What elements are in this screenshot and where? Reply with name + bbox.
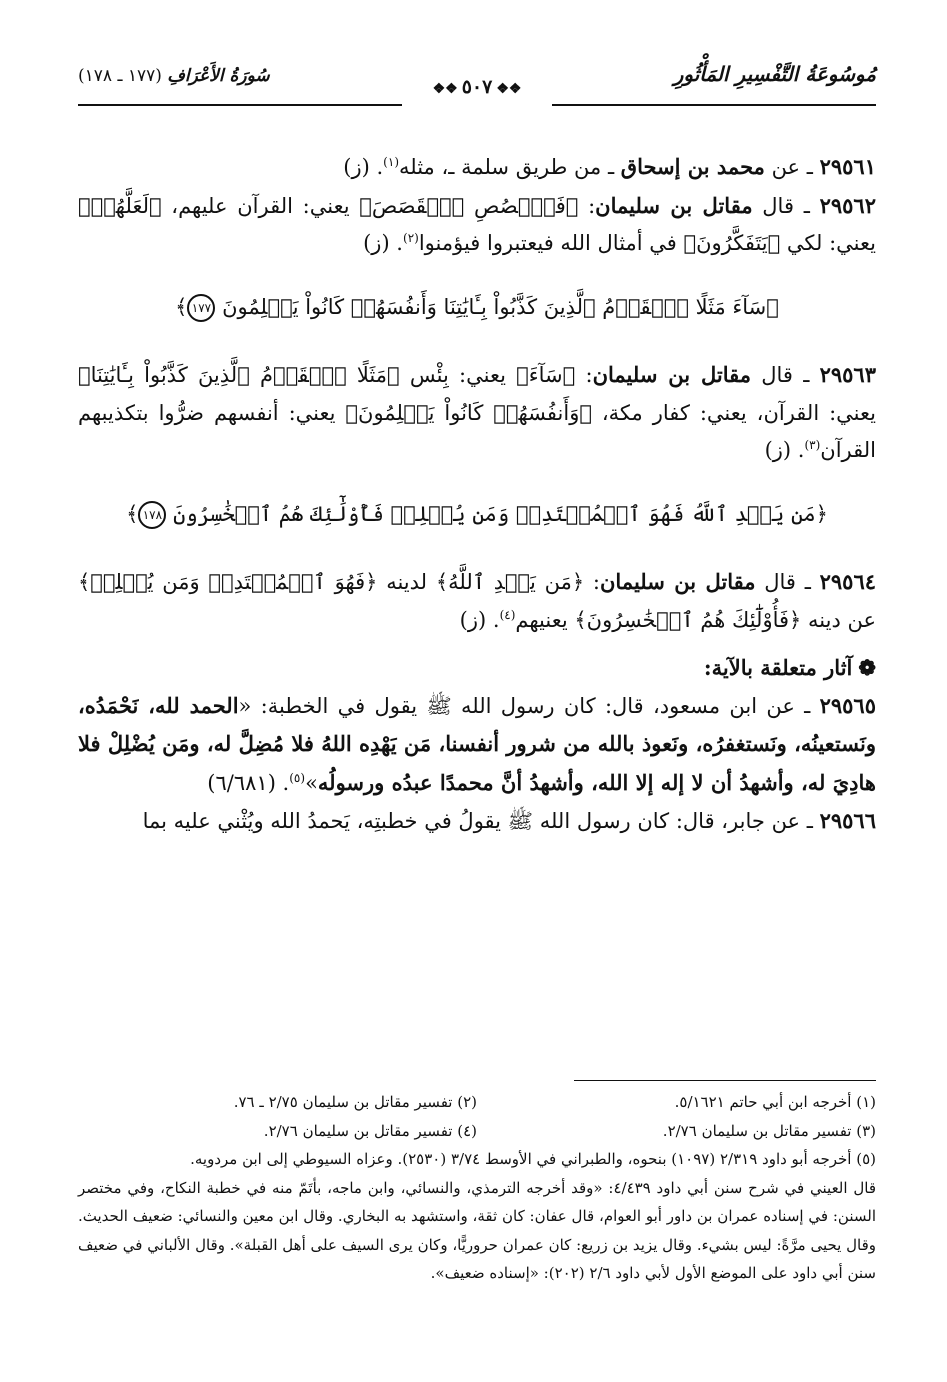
header-rule-gap — [402, 98, 552, 110]
source-code: . (ز) — [459, 607, 500, 632]
footnote-1: (١) أخرجه ابن أبي حاتم ٥/١٦٢١. — [674, 1093, 876, 1111]
athar-number: ٢٩٥٦٦ — [819, 808, 876, 833]
athar-29562 — [78, 187, 876, 263]
athar-29561 — [78, 148, 876, 187]
footnote-row — [78, 1117, 876, 1146]
page-number-box — [429, 76, 526, 98]
athar-29565 — [78, 687, 876, 803]
verse-bracket: ﴾ — [126, 501, 139, 526]
source-code: . (ز) — [343, 155, 384, 179]
ayah-number-icon: ١٧٧ — [187, 294, 215, 322]
narrator-name: مقاتل بن سليمان — [595, 192, 753, 218]
athar-number: ٢٩٥٦١ — [819, 154, 876, 179]
footnote-ref[interactable]: (٣) — [804, 438, 821, 452]
footnote-ref[interactable]: (١) — [383, 155, 399, 169]
athar-text: : ﴿فَٱقۡصُصِ ٱلۡقَصَصَ﴾ يعني: القرآن عليهم، ﴿لَعَلَّهُمۡ﴾ يعني: لكي ﴿يَتَفَكَّرُونَ﴾ في أمثال الله فيعتبروا فيؤمنوا — [78, 193, 876, 255]
athar-number: ٢٩٥٦٥ — [819, 692, 876, 718]
hadith-text: الحمد لله، نَحْمَدُه، ونَستعينُه، ونَستغفرُه، ونَعوذ بالله من شرور أنفسنا، مَن يَهْدِه اللهُ فلا مُضِلَّ له، ومَن يُضْلِلْ فلا هادِيَ له، وأشهدُ أن لا إله إلا الله، وأشهدُ أنَّ محمدًا عبدُه ورسولُه — [78, 692, 876, 795]
athar-text: : ﴿سَآءَ﴾ يعني: بِئْس ﴿مَثَلًا ٱلۡقَوۡمُ ٱلَّذِينَ كَذَّبُواْ بِـَٔايَٰتِنَا﴾ يعني: القرآن، يعني: كفار مكة، ﴿وَأَنفُسَهُمۡ كَانُواْ يَظۡلِمُونَ﴾ يعني: أنفسهم ضرُّوا بتكذيبهم القرآن — [78, 363, 876, 462]
right-ornament-icon: ❖❖ — [432, 81, 458, 97]
source-code: . (٦/٦٨١) — [207, 770, 290, 795]
athar-number: ٢٩٥٦٣ — [819, 362, 876, 387]
verse-text: ﴿مَن يَهۡدِ ٱللَّهُ فَهُوَ ٱلۡمُهۡتَدِيۖ وَمَن يُضۡلِلۡ فَأُوْلَٰٓئِكَ هُمُ ٱلۡخَٰسِرُونَ — [173, 501, 828, 526]
athar-29564 — [78, 563, 876, 639]
footnote-4: (٤) تفسير مقاتل بن سليمان ٢/٧٦. — [263, 1121, 477, 1140]
footnote-5-commentary: قال العيني في شرح سنن أبي داود ٤/٤٣٩: «وقد أخرجه الترمذي، والنسائي، وابن ماجه، بأتَمّ منه في خطبة النكاح، وفي مختصر السنن: في إسناده عمران بن داور أبو العوام، قال عفان: كان ثقة، واستشهد به البخاري. وقال ابن معين والنسائي: ضعيف الحديث. وقال يحيى مرَّةً: ليس بشيء. وقال يزيد بن زريع: كان عمران حروريًّا، وكان يرى السيف على أهل القبلة». وقال الألباني في ضعيف سنن أبي داود على الموضع الأول لأبي داود ٢/٦ (٢٠٢): «إسناده ضعيف». — [78, 1178, 877, 1282]
verse-bracket: ﴾ — [175, 294, 188, 319]
verse-text: ﴿سَآءَ مَثَلًا ٱلۡقَوۡمُ ٱلَّذِينَ كَذَّبُواْ بِـَٔايَٰتِنَا وَأَنفُسَهُمۡ كَانُواْ يَظۡلِمُونَ — [222, 294, 779, 319]
ayah-number-icon: ١٧٨ — [138, 501, 166, 529]
athar-number: ٢٩٥٦٢ — [819, 192, 876, 218]
main-text — [78, 148, 876, 841]
athar-text: ـ عن ابن مسعود، قال: كان رسول الله ﷺ يقول في الخطبة: « — [238, 693, 820, 718]
athar-text: ـ من طريق سلمة ـ، مثله — [399, 155, 621, 179]
athar-text: ـ عن جابر، قال: كان رسول الله ﷺ يقولُ في خطبتِه، يَحمدُ الله ويُثْني عليه بما — [142, 809, 820, 833]
flower-icon: ❁ — [858, 655, 876, 680]
footnote-5: (٥) أخرجه أبو داود ٢/٣١٩ (١٠٩٧) بنحوه، والطبراني في الأوسط ٣/٧٤ (٢٥٣٠). وعزاه السيوطي إلى ابن مردويه. — [190, 1150, 876, 1168]
footnote-2: (٢) تفسير مقاتل بن سليمان ٢/٧٥ ـ ٧٦. — [233, 1093, 477, 1111]
athar-text: ـ قال — [751, 363, 820, 387]
footnote-row — [78, 1088, 876, 1117]
athar-text: ـ قال — [755, 570, 820, 594]
athar-text: : ﴿مَن يَهۡدِ ٱللَّهُ﴾ لدينه ﴿فَهُوَ ٱلۡمُهۡتَدِيۖ وَمَن يُضۡلِلۡ﴾ عن دينه ﴿فَأُوْلَٰٓئِكَ هُمُ ٱلۡخَٰسِرُونَ﴾ يعنيهم — [78, 570, 876, 632]
verse-177 — [78, 289, 876, 327]
footnote-ref[interactable]: (٢) — [403, 231, 419, 245]
footnote-3: (٣) تفسير مقاتل بن سليمان ٢/٧٦. — [662, 1121, 876, 1140]
section-heading — [78, 649, 876, 687]
surah-range: (١٧٧ ـ ١٧٨) — [78, 66, 162, 86]
athar-text: ـ عن — [764, 155, 820, 179]
athar-29563 — [78, 356, 876, 470]
section-heading-text: آثار متعلقة بالآية: — [703, 655, 853, 680]
athar-29566 — [78, 802, 876, 841]
book-title: مُوسُوعَةُ التَّفْسِيرِ المَأْثُورِ — [673, 62, 876, 86]
running-header — [78, 62, 876, 98]
narrator-name: مقاتل بن سليمان — [600, 569, 756, 594]
narrator-name: محمد بن إسحاق — [620, 154, 765, 179]
surah-label — [78, 66, 270, 86]
page — [78, 62, 877, 1282]
footnote-rule — [574, 1080, 876, 1081]
footnote-ref[interactable]: (٤) — [499, 607, 516, 622]
page-number: ٥٠٧ — [461, 76, 493, 98]
athar-text: » — [305, 770, 318, 795]
footnote-ref[interactable]: (٥) — [289, 770, 306, 785]
narrator-name: مقاتل بن سليمان — [592, 362, 752, 387]
left-ornament-icon: ❖❖ — [496, 81, 522, 97]
verse-178 — [78, 496, 876, 534]
source-code: . (ز) — [363, 231, 403, 255]
athar-number: ٢٩٥٦٤ — [819, 569, 877, 594]
footnotes — [78, 1088, 876, 1288]
athar-text: ـ قال — [752, 193, 820, 218]
surah-name: سُورَةُ الأَعْرَافِ — [167, 66, 270, 86]
source-code: . (ز) — [764, 438, 805, 462]
